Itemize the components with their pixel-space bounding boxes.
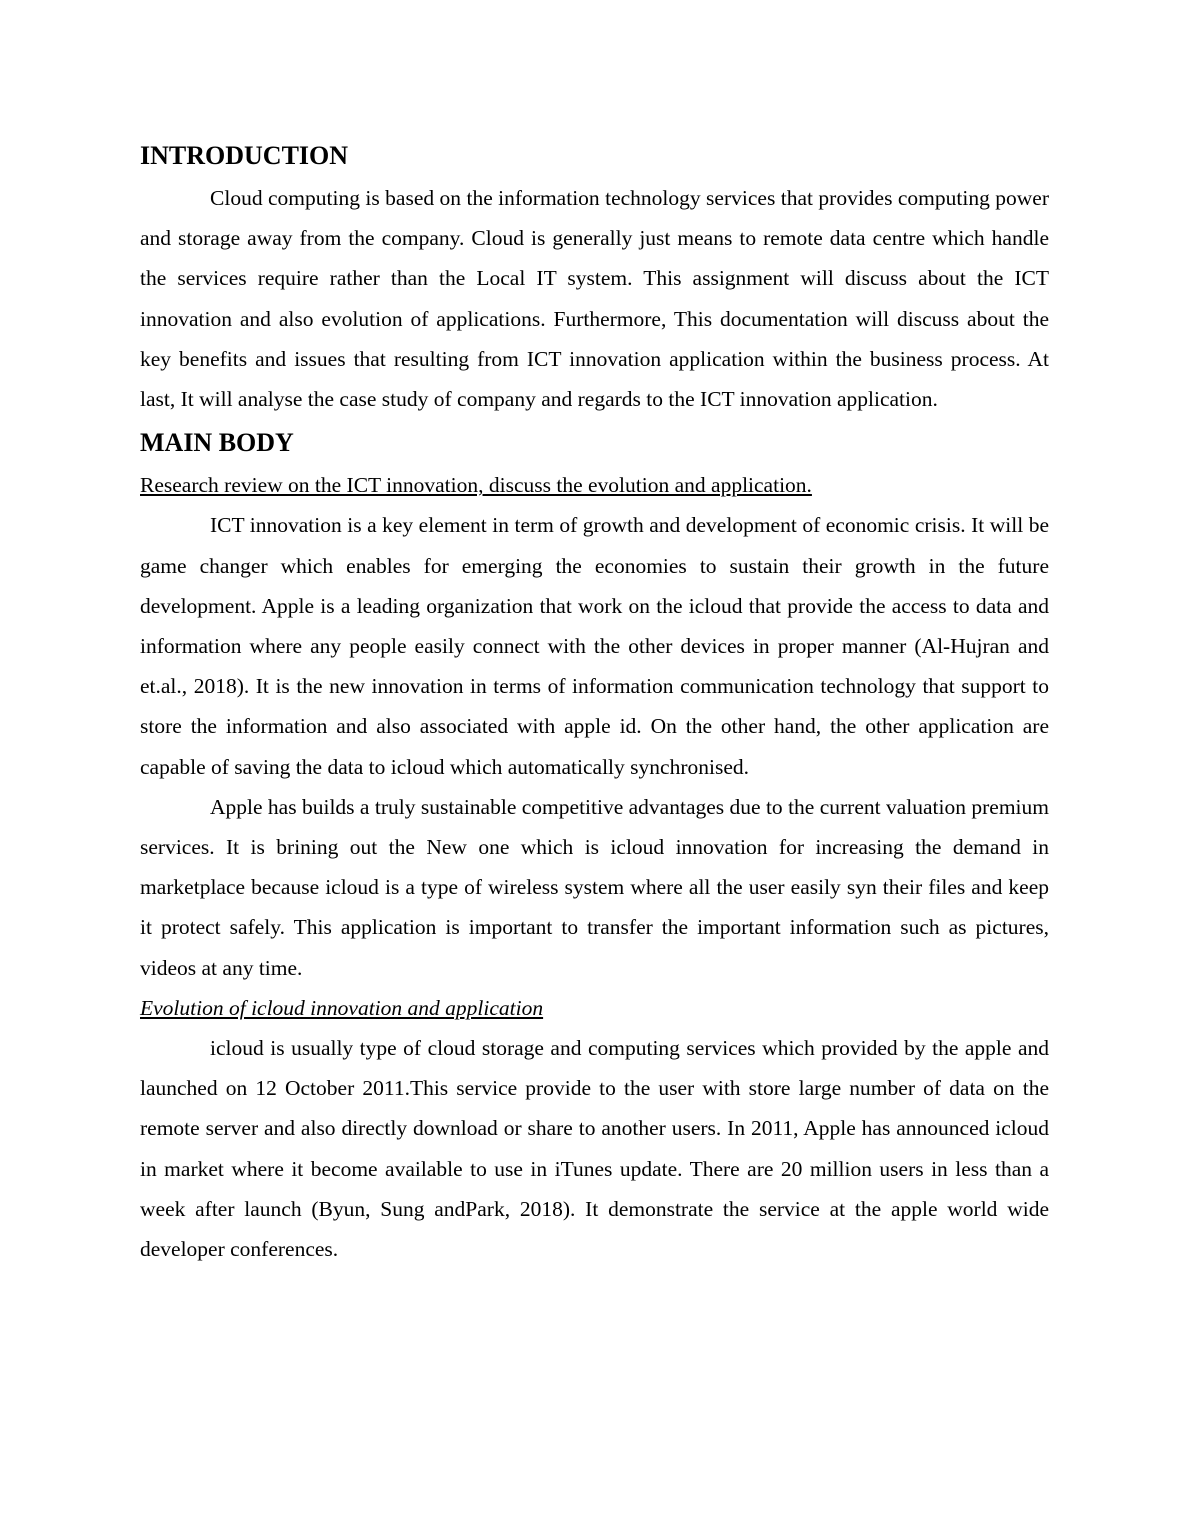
introduction-paragraph: Cloud computing is based on the information technology services that provides computing power and storage away from the company. Cloud is generally just means to remote data centre which handle the services require rather than the Local IT system. This assignment will discuss about the ICT innovation and also evolution of applications. Furthermore, This documentation will discuss about the key benefits and issues that resulting from ICT innovation application within the business process. At last, It will analyse the case study of company and regards to the ICT innovation application. (140, 186, 1049, 412)
introduction-heading: INTRODUCTION (140, 141, 349, 170)
main-body-paragraph-3: icloud is usually type of cloud storage and computing services which provided by the apple and launched on 12 October 2011.This service provide to the user with store large number of data on the remote server and also directly download or share to another users. In 2011, Apple has announced icloud in market where it become available to use in iTunes update. There are 20 million users in less than a week after launch (Byun, Sung andPark, 2018). It demonstrate the service at the apple world wide developer conferences. (140, 1036, 1049, 1262)
research-review-subheading: Research review on the ICT innovation, discuss the evolution and application. (140, 473, 812, 498)
main-body-paragraph-2: Apple has builds a truly sustainable competitive advantages due to the current valuation premium services. It is brining out the New one which is icloud innovation for increasing the demand in marketplace because icloud is a type of wireless system where all the user easily syn their files and keep it protect safely. This application is important to transfer the important information such as pictures, videos at any time. (140, 794, 1049, 980)
main-body-paragraph-1: ICT innovation is a key element in term of growth and development of economic crisis. It will be game changer which enables for emerging the economies to sustain their growth in the future development. Apple is a leading organization that work on the icloud that provide the access to data and information where any people easily connect with the other devices in proper manner (Al-Hujran and et.al., 2018). It is the new innovation in terms of information communication technology that support to store the information and also associated with apple id. On the other hand, the other application are capable of saving the data to icloud which automatically synchronised. (140, 513, 1049, 779)
document-page (140, 138, 1049, 1269)
evolution-subheading: Evolution of icloud innovation and application (140, 995, 544, 1020)
main-body-heading: MAIN BODY (140, 428, 294, 458)
